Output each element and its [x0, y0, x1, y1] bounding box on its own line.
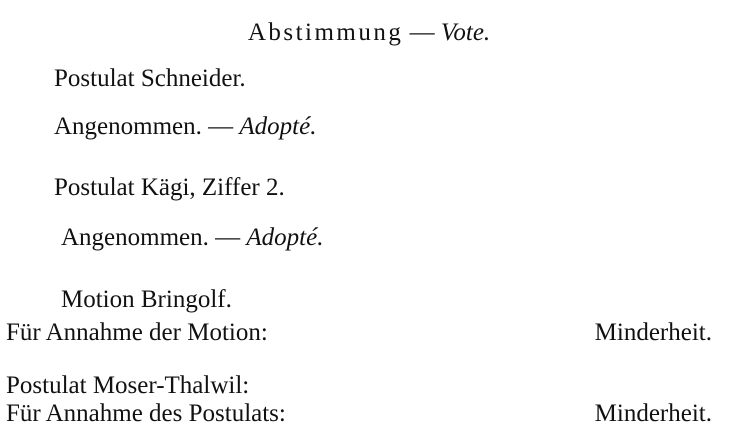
result-french: Adopté.: [239, 113, 317, 140]
postulat-schneider-title: Postulat Schneider.: [54, 65, 246, 92]
result-dash: —: [215, 224, 241, 251]
motion-vote-label: Für Annahme der Motion:: [6, 319, 268, 346]
vote-heading: [0, 18, 730, 48]
motion-vote-result: Minderheit.: [594, 319, 712, 346]
motion-bringolf-title: Motion Bringolf.: [61, 286, 232, 313]
heading-german: Abstimmung: [247, 19, 404, 46]
postulat-moser-vote-label: Für Annahme des Postulats:: [6, 400, 286, 427]
result-french: Adopté.: [246, 224, 324, 251]
heading-dash: —: [409, 19, 435, 46]
postulat-moser-vote-result: Minderheit.: [594, 400, 712, 427]
result-dash: —: [208, 113, 234, 140]
postulat-moser-title: Postulat Moser-Thalwil:: [6, 372, 250, 399]
heading-french: Vote.: [440, 19, 491, 46]
postulat-schneider-result: [54, 112, 316, 142]
postulat-kaegi-title: Postulat Kägi, Ziffer 2.: [54, 174, 285, 201]
postulat-kaegi-result: [61, 223, 323, 253]
result-german: Angenommen.: [61, 224, 209, 251]
result-german: Angenommen.: [54, 113, 202, 140]
